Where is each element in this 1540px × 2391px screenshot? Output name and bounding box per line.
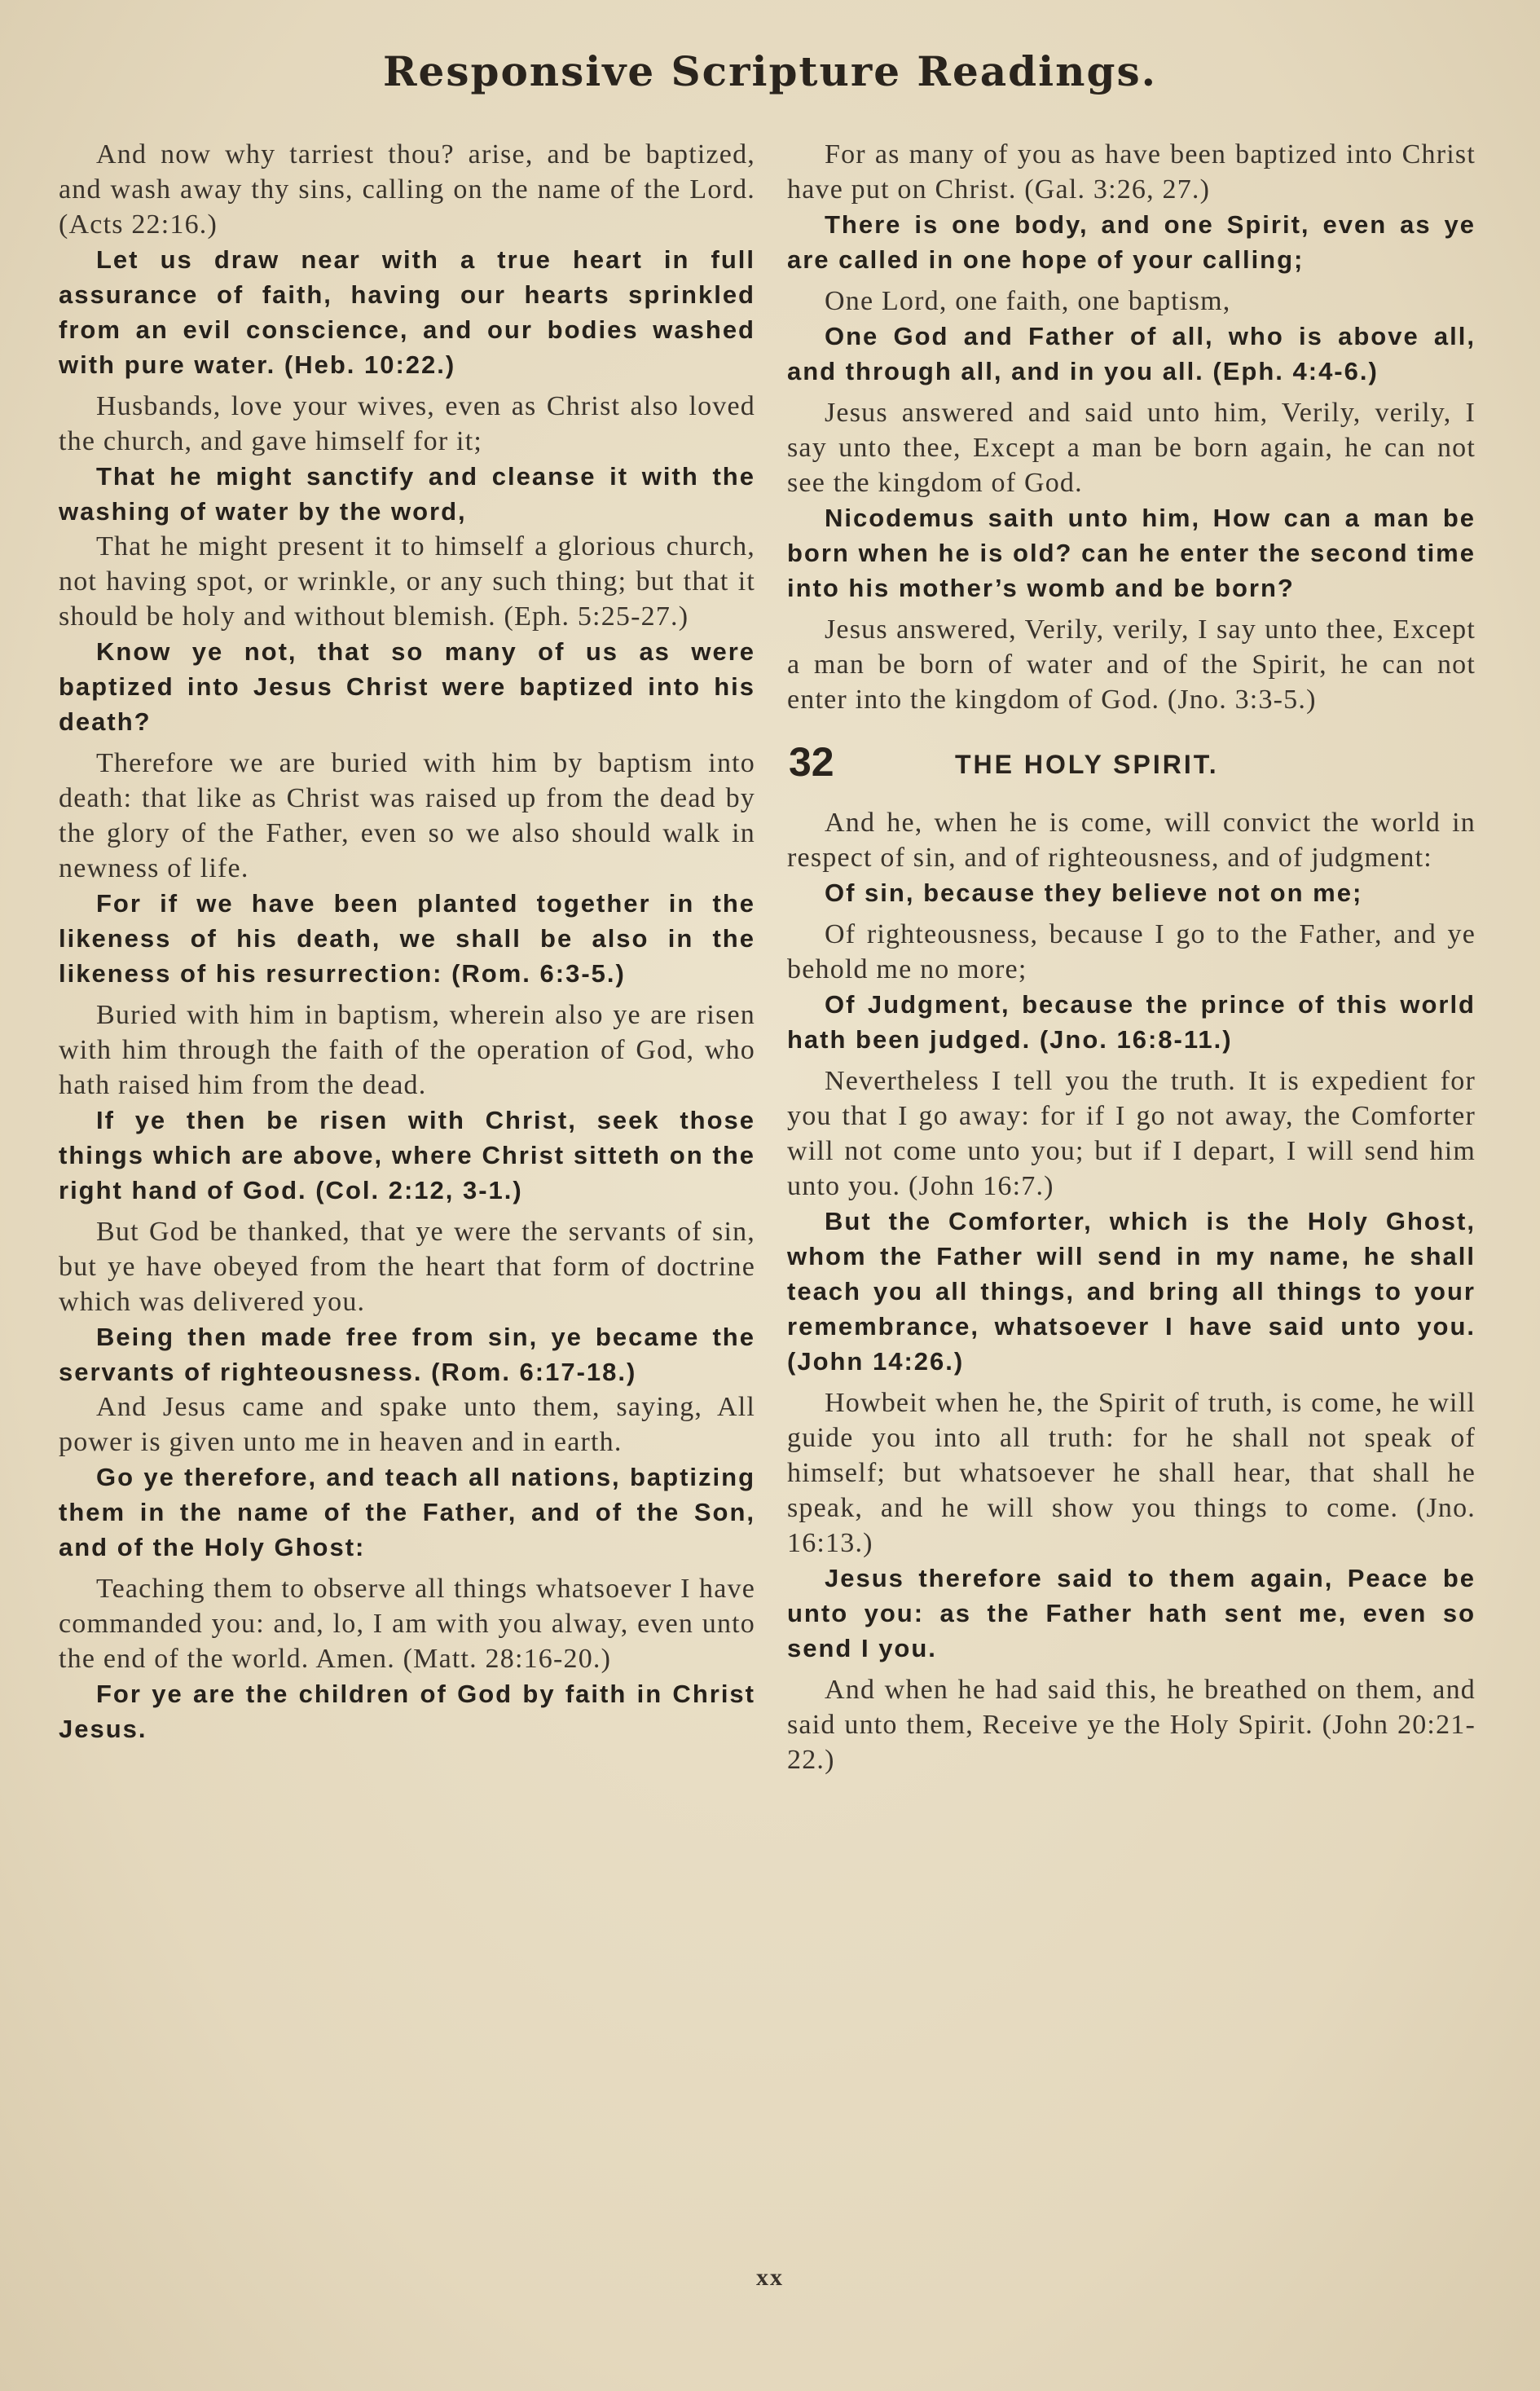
verse-paragraph: Of Judgment, because the prince of this world hath been judged. (Jno. 16:8-11.) [787, 990, 1476, 1054]
verse-paragraph: But the Comforter, which is the Holy Ghost, whom the Father will send in my name, he shall teach you all things, and bring all things to your remembrance, whatsoever I have said unto you. (John 14:26.) [787, 1207, 1476, 1376]
verse-paragraph: There is one body, and one Spirit, even as ye are called in one hope of your calling; [787, 210, 1476, 274]
verse-paragraph: Howbeit when he, the Spirit of truth, is come, he will guide you into all truth: for he shall not speak of himself; but whatsoever he shall hear, that shall he speak, and he will show you things to come. (Jno. 16:13.) [787, 1388, 1476, 1558]
verse-paragraph: Of sin, because they believe not on me; [825, 878, 1363, 907]
verse-paragraph: And Jesus came and spake unto them, saying, All power is given unto me in heaven and in earth. [59, 1392, 755, 1457]
page-number: xx [756, 2264, 784, 2291]
verse-paragraph: One Lord, one faith, one baptism, [825, 286, 1231, 316]
page-title: Responsive Scripture Readings. [382, 47, 1158, 95]
verse-paragraph: Know ye not, that so many of us as were baptized into Jesus Christ were baptized into his death? [59, 637, 755, 736]
section-heading [787, 738, 1476, 790]
section-title: THE HOLY SPIRIT. [955, 750, 1219, 779]
verse-paragraph: But God be thanked, that ye were the servants of sin, but ye have obeyed from the heart that form of doctrine which was delivered you. [59, 1217, 755, 1317]
verse-paragraph: Let us draw near with a true heart in full assurance of faith, having our hearts sprinkled from an evil conscience, and our bodies washed with pure water. (Heb. 10:22.) [59, 245, 755, 379]
verse-paragraph: Husbands, love your wives, even as Christ also loved the church, and gave himself for it; [59, 391, 755, 456]
verse-paragraph: That he might present it to himself a glorious church, not having spot, or wrinkle, or any such thing; but that it should be holy and without blemish. (Eph. 5:25-27.) [59, 531, 755, 632]
right-column [787, 137, 1476, 1777]
verse-paragraph: Teaching them to observe all things whatsoever I have commanded you: and, lo, I am with you alway, even unto the end of the world. Amen. (Matt. 28:16-20.) [59, 1574, 755, 1674]
verse-paragraph: Nicodemus saith unto him, How can a man be born when he is old? can he enter the second time into his mother’s womb and be born? [787, 504, 1476, 602]
verse-paragraph: Jesus answered, Verily, verily, I say unto thee, Except a man be born of water and of the Spirit, he can not enter into the kingdom of God. (Jno. 3:3-5.) [787, 614, 1476, 715]
verse-paragraph: And now why tarriest thou? arise, and be baptized, and wash away thy sins, calling on the name of the Lord. (Acts 22:16.) [59, 139, 755, 240]
verse-paragraph: Of righteousness, because I go to the Father, and ye behold me no more; [787, 919, 1476, 984]
verse-paragraph: For as many of you as have been baptized into Christ have put on Christ. (Gal. 3:26, 27.) [787, 139, 1476, 205]
verse-paragraph: One God and Father of all, who is above all, and through all, and in you all. (Eph. 4:4-6.) [787, 322, 1476, 385]
section-number: 32 [789, 739, 834, 785]
verse-paragraph: If ye then be risen with Christ, seek those things which are above, where Christ sitteth on the right hand of God. (Col. 2:12, 3-1.) [59, 1106, 755, 1204]
verse-paragraph: That he might sanctify and cleanse it with the washing of water by the word, [59, 462, 755, 526]
verse-paragraph: Jesus therefore said to them again, Peace be unto you: as the Father hath sent me, even so send I you. [787, 1564, 1476, 1662]
verse-paragraph: For if we have been planted together in the likeness of his death, we shall be also in the likeness of his resurrection: (Rom. 6:3-5.) [59, 889, 755, 988]
verse-paragraph: And when he had said this, he breathed on them, and said unto them, Receive ye the Holy Spirit. (John 20:21-22.) [787, 1675, 1476, 1775]
verse-paragraph: Go ye therefore, and teach all nations, baptizing them in the name of the Father, and of the Son, and of the Holy Ghost: [59, 1463, 755, 1561]
left-column [59, 137, 755, 1746]
verse-paragraph: Buried with him in baptism, wherein also ye are risen with him through the faith of the operation of God, who hath raised him from the dead. [59, 1000, 755, 1100]
verse-paragraph: Nevertheless I tell you the truth. It is expedient for you that I go away: for if I go not away, the Comforter will not come unto you; but if I depart, I will send him unto you. (John 16:7.) [787, 1066, 1476, 1201]
verse-paragraph: And he, when he is come, will convict the world in respect of sin, and of righteousness, and of judgment: [787, 808, 1476, 873]
verse-paragraph: Therefore we are buried with him by baptism into death: that like as Christ was raised up from the dead by the glory of the Father, even so we also should walk in newness of life. [59, 748, 755, 883]
verse-paragraph: For ye are the children of God by faith in Christ Jesus. [59, 1680, 755, 1743]
verse-paragraph: Being then made free from sin, ye became the servants of righteousness. (Rom. 6:17-18.) [59, 1323, 755, 1386]
verse-paragraph: Jesus answered and said unto him, Verily, verily, I say unto thee, Except a man be born again, he can not see the kingdom of God. [787, 398, 1476, 498]
